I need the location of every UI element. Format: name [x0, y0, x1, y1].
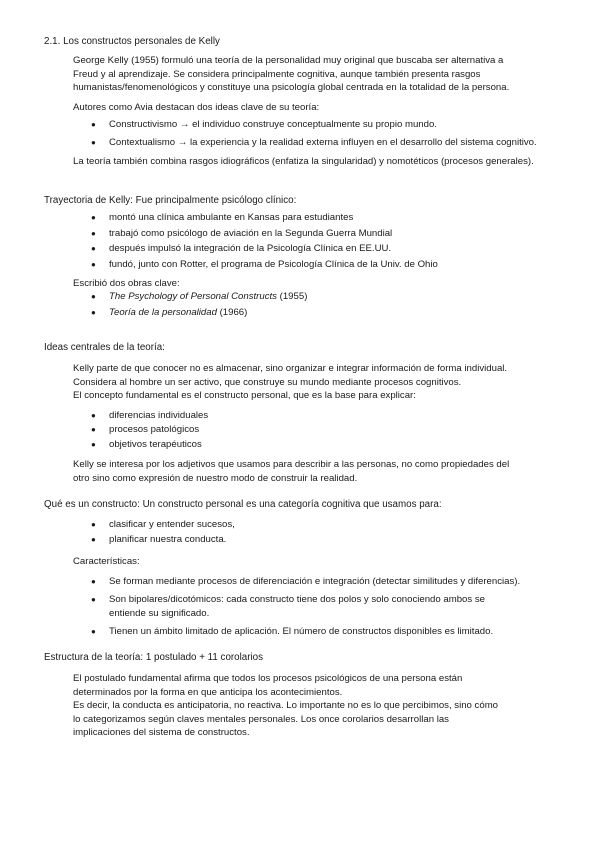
closing-paragraph: [73, 458, 592, 485]
section-central-ideas: [44, 341, 592, 485]
key-ideas-list: [73, 118, 592, 150]
central-paragraph: [73, 362, 592, 402]
section-construct: [44, 498, 592, 643]
trajectory-list: [73, 211, 592, 271]
list-item: ● montó una clínica ambulante en Kansas para estudiantes: [91, 212, 354, 224]
section-title: Estructura de la teoría: 1 postulado + 11 corolarios: [44, 652, 264, 663]
authors-intro: Autores como Avia destacan dos ideas clave de su teoría:: [73, 101, 320, 113]
list-item: ● Constructivismo → el individuo construye conceptualmente su propio mundo.: [91, 119, 437, 131]
works-intro: Escribió dos obras clave:: [73, 278, 180, 290]
text-line: Kelly parte de que conocer no es almacenar, sino organizar e integrar información de forma individual.: [73, 363, 508, 375]
bullet-icon: ●: [91, 576, 96, 586]
work-title: The Psychology of Personal Constructs: [109, 291, 277, 303]
text-line: Es decir, la conducta es anticipatoria, no reactiva. Lo importante no es lo que percibimos, sino cómo: [73, 700, 499, 712]
bullet-icon: ●: [91, 439, 96, 449]
list-item: ● fundó, junto con Rotter, el programa de Psicología Clínica de la Univ. de Ohio: [91, 258, 438, 270]
characteristics-list: [73, 575, 592, 639]
bullet-icon: ●: [91, 627, 96, 637]
text-line: implicaciones del sistema de constructos.: [73, 727, 250, 739]
bullet-icon: ●: [91, 213, 96, 223]
bullet-icon: ●: [91, 138, 96, 148]
list-item: ● Se forman mediante procesos de diferenciación e integración (detectar similitudes y diferencias).: [91, 575, 521, 587]
bullet-icon: ●: [91, 120, 96, 130]
text-line: Considera al hombre un ser activo, que construye su mundo mediante procesos cognitivos.: [73, 376, 462, 388]
bullet-icon: ●: [91, 535, 96, 545]
list-item: ● planificar nuestra conducta.: [91, 534, 227, 546]
text-line: El postulado fundamental afirma que todos los procesos psicológicos de una persona están: [73, 673, 463, 685]
work-year: (1966): [219, 306, 248, 318]
section-trajectory: [44, 194, 592, 321]
text-line: humanistas/fenomenológicos y constituye una psicología global centrada en la totalidad de la persona.: [73, 82, 510, 94]
text-line: lo categorizamos según claves mentales personales. Los once corolarios desarrollan las: [73, 713, 449, 725]
bullet-icon: ●: [91, 410, 96, 420]
list-item: ● trabajó como psicólogo de aviación en la Segunda Guerra Mundial: [91, 227, 393, 239]
list-item: ● diferencias individuales: [73, 409, 592, 424]
text-line: determinados por la forma en que anticipa los acontecimientos.: [73, 686, 343, 698]
work-year: (1955): [279, 291, 308, 303]
bullet-icon: ●: [91, 307, 96, 317]
bullet-icon: ●: [91, 244, 96, 254]
text-line: Freud y al aprendizaje. Se considera principalmente cognitiva, aunque también presenta rasgos: [73, 68, 481, 80]
section-title: Qué es un constructo: Un constructo personal es una categoría cognitiva que usamos para:: [44, 499, 442, 510]
characteristics-title: Características:: [73, 556, 140, 568]
explains-list: [73, 409, 592, 453]
list-item: ● después impulsó la integración de la Psicología Clínica en EE.UU.: [91, 243, 392, 255]
work-title: Teoría de la personalidad: [109, 306, 217, 318]
list-item: ● objetivos terapéuticos: [73, 438, 592, 453]
construct-uses-list: [73, 517, 592, 547]
bullet-icon: ●: [91, 425, 96, 435]
section-personal-constructs: [44, 35, 592, 168]
bullet-icon: ●: [91, 259, 96, 269]
bullet-icon: ●: [91, 292, 96, 302]
bullet-icon: ●: [91, 520, 96, 530]
section-title: Trayectoria de Kelly: Fue principalmente psicólogo clínico:: [44, 195, 297, 206]
list-item: [73, 290, 592, 303]
works-list: [73, 290, 592, 319]
bullet-icon: ●: [91, 228, 96, 238]
list-item: ● procesos patológicos: [73, 423, 592, 438]
list-item: ● Son bipolares/dicotómicos: cada constructo tiene dos polos y solo conociendo ambos se entiende su significado.: [91, 594, 485, 619]
text-line: Kelly se interesa por los adjetivos que usamos para describir a las personas, no como propiedades del: [73, 459, 510, 471]
list-item: [73, 306, 592, 319]
combines-text: La teoría también combina rasgos idiográficos (enfatiza la singularidad) y nomotéticos (procesos generales).: [73, 155, 534, 167]
structure-paragraph: [73, 672, 592, 739]
section-structure: [44, 651, 592, 739]
section-title: 2.1. Los constructos personales de Kelly: [44, 36, 220, 47]
text-line: otro sino como expresión de nuestro modo de construir la realidad.: [73, 472, 358, 484]
section-title: Ideas centrales de la teoría:: [44, 342, 165, 353]
text-line: George Kelly (1955) formuló una teoría de la personalidad muy original que buscaba ser alternativa a: [73, 55, 504, 67]
text-line: El concepto fundamental es el constructo personal, que es la base para explicar:: [73, 390, 416, 402]
list-item: ● Contextualismo → la experiencia y la realidad externa influyen en el desarrollo del sistema cognitivo.: [91, 137, 537, 149]
list-item: ● clasificar y entender sucesos,: [91, 519, 235, 531]
list-item: ● Tienen un ámbito limitado de aplicación. El número de constructos disponibles es limitado.: [91, 626, 494, 638]
bullet-icon: ●: [91, 595, 96, 605]
intro-paragraph: [73, 54, 592, 94]
